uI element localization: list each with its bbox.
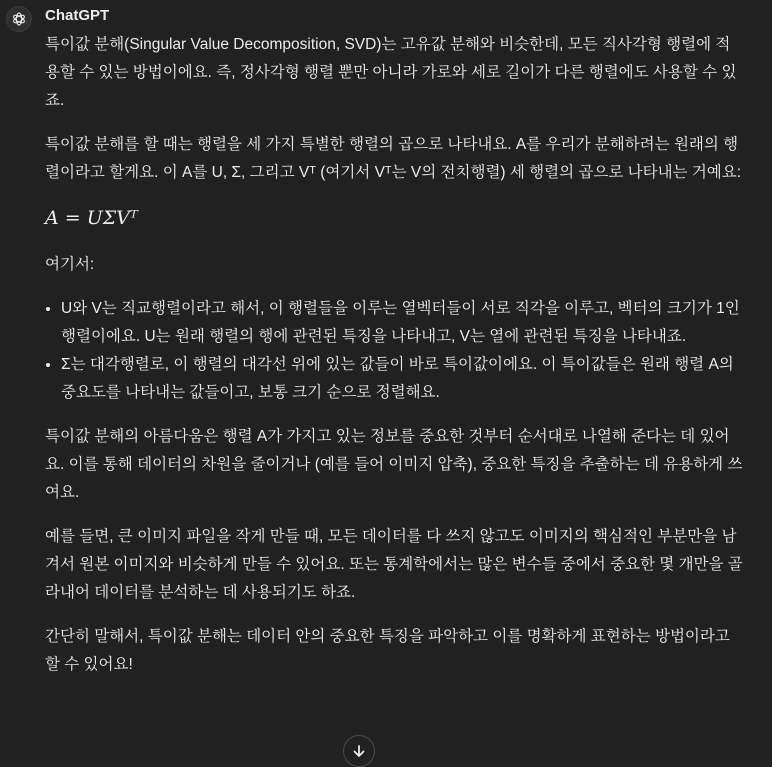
message-paragraph: 특이값 분해의 아름다움은 행렬 A가 가지고 있는 정보를 중요한 것부터 순서대로 나열해 준다는 데 있어요. 이를 통해 데이터의 차원을 줄이거나 (예를 들어 이미지 압축), 중요한 특징을 추출하는 데 유용하게 쓰여요. (45, 428, 743, 501)
bullet-list (45, 295, 745, 407)
bullet-item: Σ는 대각행렬로, 이 행렬의 대각선 위에 있는 값들이 바로 특이값이에요. 이 특이값들은 원래 행렬 A의 중요도를 나타내는 값들이고, 보통 크기 순으로 정렬해요. (45, 351, 745, 407)
scroll-to-bottom-button[interactable] (343, 735, 375, 767)
svd-formula: A = UΣVᵀ (45, 207, 138, 229)
message-paragraph: 간단히 말해서, 특이값 분해는 데이터 안의 중요한 특징을 파악하고 이를 명확하게 표현하는 방법이라고 할 수 있어요! (45, 628, 730, 673)
bullet-item: U와 V는 직교행렬이라고 해서, 이 행렬들을 이루는 열벡터들이 서로 직각을 이루고, 벡터의 크기가 1인 행렬이에요. U는 원래 행렬의 행에 관련된 특징을 나타내고, V는 열에 관련된 특징을 나타내죠. (45, 295, 745, 351)
message-paragraph: 특이값 분해를 할 때는 행렬을 세 가지 특별한 행렬의 곱으로 나타내요. A를 우리가 분해하려는 원래의 행렬이라고 할게요. 이 A를 U, Σ, 그리고 Vᵀ (여기서 Vᵀ는 V의 전치행렬) 세 행렬의 곱으로 나타내는 거예요: (45, 136, 742, 181)
message-paragraph: 특이값 분해(Singular Value Decomposition, SVD)는 고유값 분해와 비슷한데, 모든 직사각형 행렬에 적용할 수 있는 방법이에요. 즉, 정사각형 행렬 뿐만 아니라 가로와 세로 길이가 다른 행렬에도 사용할 수 있죠. (45, 36, 737, 109)
message-paragraph: 예를 들면, 큰 이미지 파일을 작게 만들 때, 모든 데이터를 다 쓰지 않고도 이미지의 핵심적인 부분만을 남겨서 원본 이미지와 비슷하게 만들 수 있어요. 또는 통계학에서는 많은 변수들 중에서 중요한 몇 개만을 골라내어 데이터를 분석하는 데 사용되기도 하죠. (45, 528, 743, 601)
sender-name: ChatGPT (45, 7, 110, 24)
assistant-avatar (6, 6, 32, 32)
openai-logo-icon (11, 11, 27, 27)
arrow-down-icon (351, 743, 367, 759)
assistant-message (45, 31, 745, 695)
message-paragraph: 여기서: (45, 256, 95, 273)
